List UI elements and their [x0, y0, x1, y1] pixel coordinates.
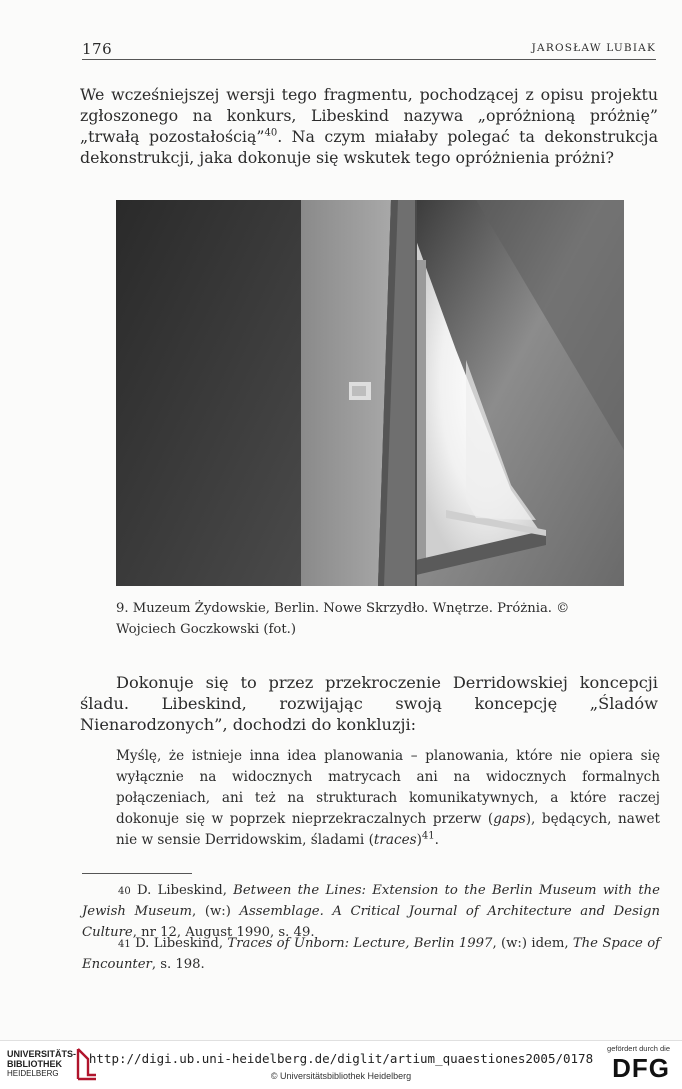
- paragraph-2-text: Dokonuje się to przez przekroczenie Derridowskiej koncepcji śladu. Libeskind, rozwijając swoją koncepcję „Śladów Nienarodzonych”, dochodzi do konkluzji:: [80, 673, 658, 734]
- footnote-41-title: Traces of Unborn: Lecture, Berlin 1997: [227, 936, 493, 951]
- permalink-url[interactable]: http://digi.ub.uni-heidelberg.de/diglit/artium_quaestiones2005/0178: [88, 1051, 594, 1066]
- footnote-40-author: D. Libeskind,: [130, 883, 234, 898]
- footnote-40-journal: Assemblage. A Critical Journal of Architecture and Design Culture: [82, 904, 660, 940]
- photo-illustration: [116, 200, 624, 586]
- page-header: [82, 40, 656, 60]
- footnote-ref-40[interactable]: 40: [264, 127, 278, 139]
- quote-text-a: Myślę, że istnieje inna idea planowania – planowania, które nie opiera się wyłącznie na widocznych matrycach ani na widocznych formalnych połączeniach, ani też na strukturach komunikatywnych, a które raczej dokonuje się w poprzek nieprzekraczalnych przerw (: [116, 748, 660, 827]
- quote-italic-traces: traces: [373, 832, 417, 848]
- sponsor-label: gefördert durch die: [607, 1044, 670, 1053]
- dfg-logo[interactable]: DFG: [612, 1053, 670, 1083]
- footnote-40-title: Between the Lines: Extension to the Berlin Museum with the Jewish Museum: [82, 883, 660, 919]
- paragraph-1-text-b: . Na czym miałaby polegać ta dekonstrukcja dekonstrukcji, jaka dokonuje się wskutek tego opróżnienia próżni?: [80, 127, 658, 167]
- library-line-1: UNIVERSITÄTS-: [7, 1049, 77, 1059]
- footnote-rule: [82, 873, 192, 874]
- footnote-40-number: 40: [118, 886, 131, 897]
- quote-text-c: ): [416, 832, 422, 848]
- paragraph-2: [80, 672, 658, 735]
- quote-italic-gaps: gaps: [493, 811, 526, 827]
- museum-void-photo: [116, 200, 624, 586]
- footnote-40-rest: , nr 12, August 1990, s. 49.: [132, 925, 315, 940]
- footnote-41: [82, 933, 660, 975]
- footnote-41-author: D. Libeskind,: [130, 936, 228, 951]
- figure-caption: 9. Muzeum Żydowskie, Berlin. Nowe Skrzydło. Wnętrze. Próżnia. © Wojciech Goczkowski (fot.): [116, 601, 570, 637]
- paragraph-1-text-a: We wcześniejszej wersji tego fragmentu, pochodzącej z opisu projektu zgłoszonego na konkurs, Libeskind nazywa „opróżnioną próżnię” „trwałą pozostałością”: [80, 85, 658, 146]
- footnote-41-rest: , s. 198.: [151, 957, 205, 972]
- footnote-41-mid: , (w:) idem,: [492, 936, 573, 951]
- paragraph-1: [80, 84, 658, 168]
- library-line-2: BIBLIOTHEK: [7, 1059, 62, 1069]
- footnote-41-number: 41: [118, 939, 131, 950]
- block-quote: [116, 746, 660, 851]
- page-number: 176: [82, 40, 113, 58]
- running-head: JAROSŁAW LUBIAK: [531, 42, 656, 54]
- viewer-footer: [0, 1040, 682, 1089]
- footnote-41-journal: The Space of Encounter: [82, 936, 661, 972]
- library-line-3: HEIDELBERG: [7, 1069, 59, 1078]
- quote-text-b: ), będących, nawet nie w sensie Derridowskim, śladami (: [116, 811, 660, 848]
- footnote-40-mid: , (w:): [192, 904, 240, 919]
- header-rule: [82, 59, 656, 60]
- quote-text-d: .: [434, 832, 439, 848]
- copyright-notice: © Universitätsbibliothek Heidelberg: [270, 1071, 412, 1081]
- footnote-ref-41[interactable]: 41: [421, 830, 435, 842]
